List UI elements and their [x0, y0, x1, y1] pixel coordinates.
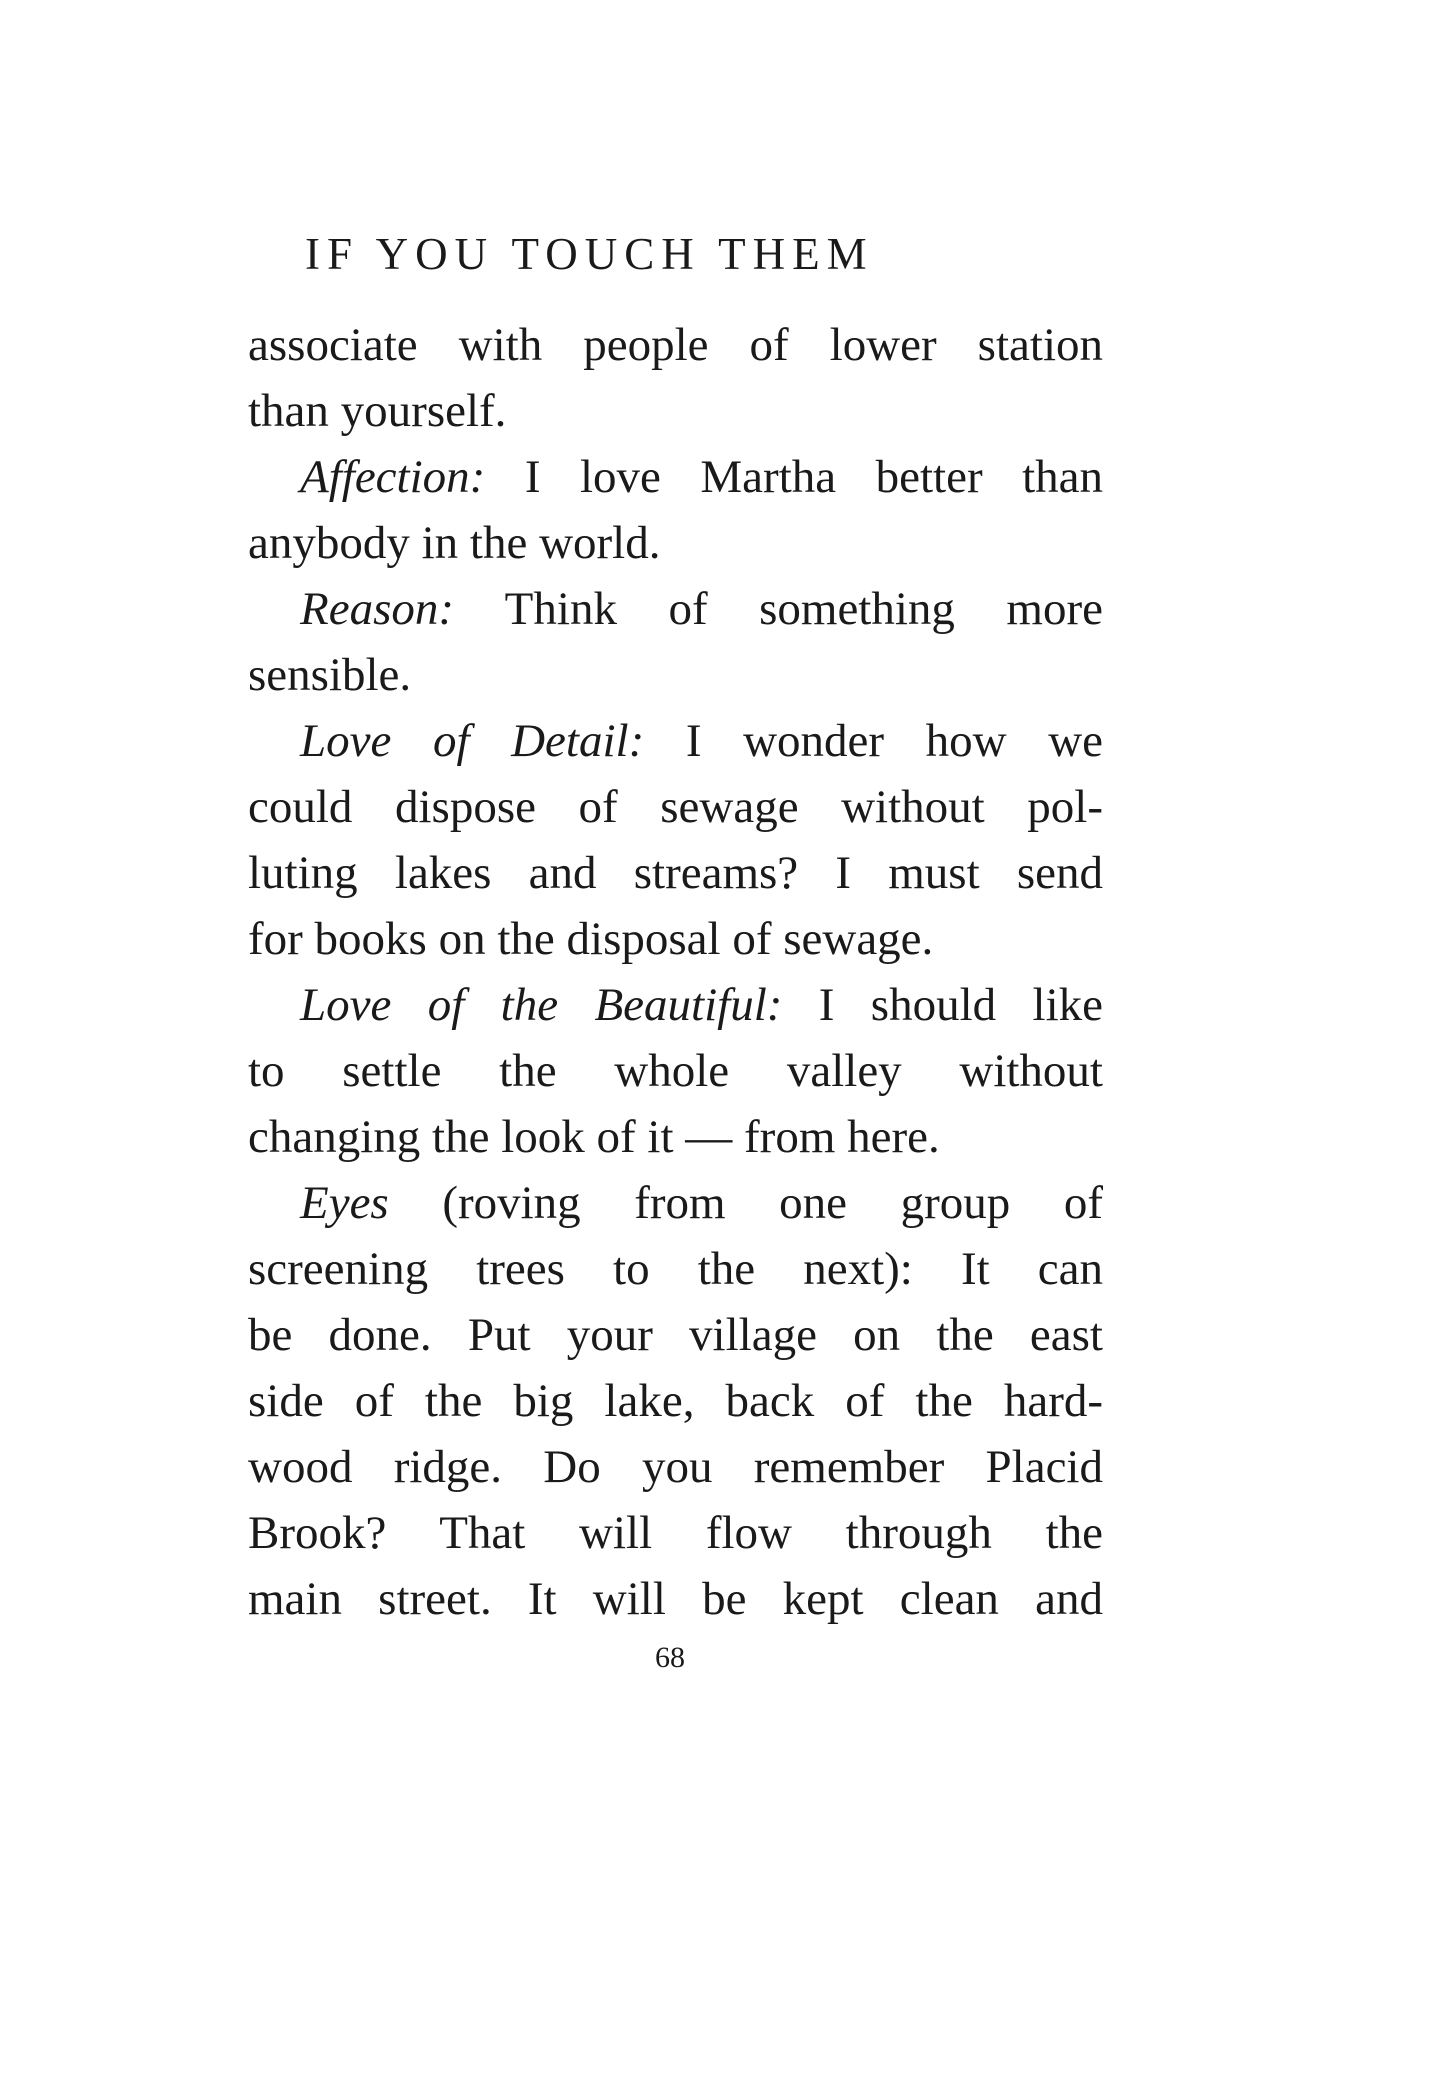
text-line-1: associate with people of lower station	[248, 319, 1103, 371]
text-line-17: side of the big lake, back of the hard-	[248, 1375, 1103, 1427]
text-line-13: changing the look of it — from here.	[248, 1111, 940, 1163]
page-number: 68	[655, 1641, 685, 1674]
text-line-16: be done. Put your village on the east	[248, 1309, 1103, 1361]
text-line-15: screening trees to the next): It can	[248, 1243, 1103, 1295]
speaker-label: Affection:	[300, 451, 486, 503]
text-line-4: anybody in the world.	[248, 517, 661, 569]
body-text	[248, 312, 1103, 1632]
text-line-20: main street. It will be kept clean and	[248, 1573, 1103, 1625]
text-line-19: Brook? That will flow through the	[248, 1507, 1103, 1559]
paragraph-reason: Reason: Think of something more	[300, 583, 1103, 635]
text-line-12: to settle the whole valley without	[248, 1045, 1103, 1097]
paragraph-love-of-the-beautiful: Love of the Beautiful: I should like	[300, 979, 1103, 1031]
text-line-2: than yourself.	[248, 385, 507, 437]
paragraph-eyes: Eyes (roving from one group of	[300, 1177, 1103, 1229]
text-line-6: sensible.	[248, 649, 412, 701]
text-line-9: luting lakes and streams? I must send	[248, 847, 1103, 899]
speaker-label: Eyes	[300, 1177, 389, 1229]
paragraph-love-of-detail: Love of Detail: I wonder how we	[300, 715, 1103, 767]
text-line-8: could dispose of sewage without pol-	[248, 781, 1103, 833]
speaker-label: Love of the Beautiful:	[300, 979, 783, 1031]
running-head: IF YOU TOUCH THEM	[305, 229, 874, 279]
text-line-18: wood ridge. Do you remember Placid	[248, 1441, 1103, 1493]
text-line-10: for books on the disposal of sewage.	[248, 913, 934, 965]
paragraph-affection: Affection: I love Martha better than	[300, 451, 1104, 503]
speaker-label: Love of Detail:	[300, 715, 645, 767]
speaker-label: Reason:	[300, 583, 455, 635]
